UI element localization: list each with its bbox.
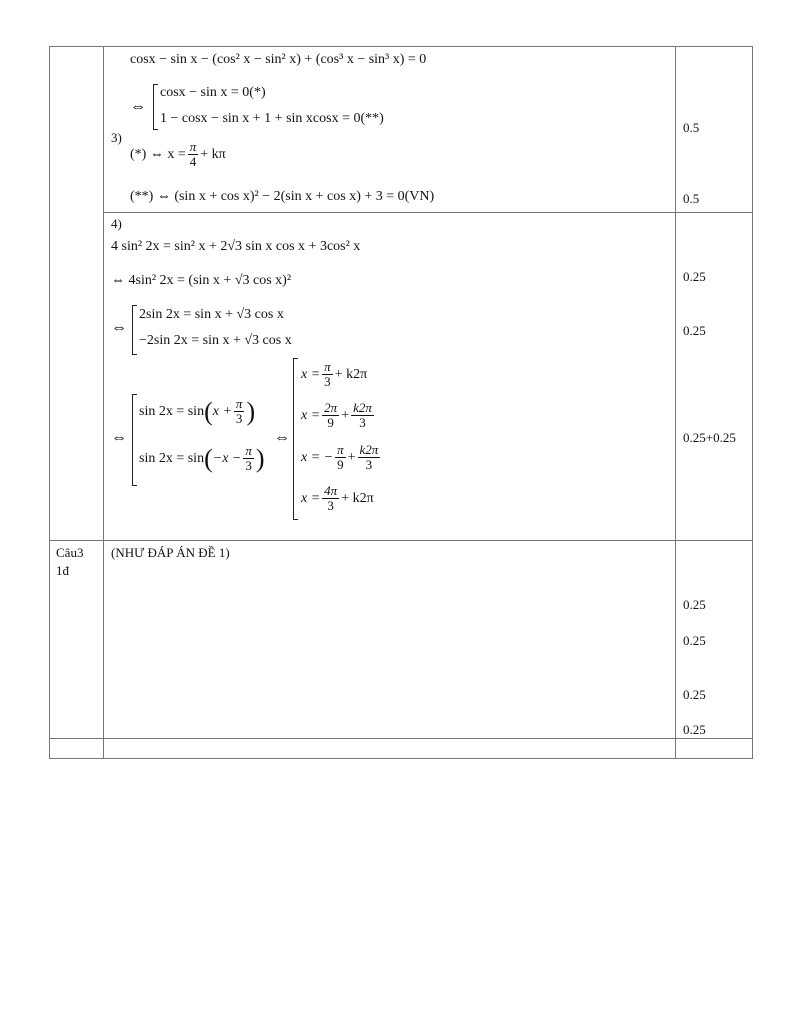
part4-solution-2 [301,401,376,430]
part4-sol2-kfrac-den: 3 [359,415,366,430]
part4-solution-4 [301,484,374,513]
part4-sol3-frac-den: 9 [337,457,344,472]
part4-solution-1 [301,360,367,389]
table-border-top [49,46,753,47]
table-row-divider-2 [49,540,753,541]
part4-sol3-frac-num: π [337,442,344,457]
part4-sol4-frac-den: 3 [327,498,334,513]
part4-sol3-kfrac-num: k2π [359,442,379,457]
part4-sol4-xeq: x = [301,490,321,506]
right-paren-icon: ) [246,396,256,426]
part4-sol2-fraction [322,401,339,430]
part4-sys-b1-frac-num: π [235,396,243,411]
part3-star-prefix: (*) ⇔ x = [130,146,186,162]
table-border-bottom [49,758,753,759]
part4-iff-3: ⇔ [274,429,290,446]
part3-doublestar-equation: (**) ⇔ (sin x + cos x)² − 2(sin x + cos x) + 3 = 0(VN) [130,189,435,204]
right-paren-icon: ) [255,443,265,473]
cau3-content: (NHƯ ĐÁP ÁN ĐỀ 1) [111,545,230,560]
cau3-score-2: 0.25 [683,633,706,648]
part4-solution-3 [301,443,382,472]
part4-iff-2: ⇔ [111,429,127,446]
part4-sys-b2-arg: −x − [212,450,242,466]
part4-sol2-kfraction [351,401,374,430]
part4-sys-b1-fraction [234,397,245,426]
part4-sys-b2-prefix: sin 2x = sin [139,450,205,466]
cau3-label-line-1: Câu3 [56,545,84,560]
cau3-score-1: 0.25 [683,597,706,612]
part4-sol4-fraction [322,484,339,513]
table-col-divider-1 [103,46,104,759]
part4-sys-b1-arg: x + [212,403,232,419]
part4-sol3-fraction [335,443,346,472]
left-paren-icon: ( [204,443,213,473]
part4-sys-b2-frac-den: 3 [245,458,252,473]
part4-sol1-frac-den: 3 [324,374,331,389]
cau3-score-3: 0.25 [683,687,706,702]
part4-sol1-fraction [322,360,333,389]
part4-system-a-line-2: −2sin 2x = sin x + √3 cos x [139,333,292,348]
table-row-divider-1 [103,212,753,213]
part4-iff-1: ⇔ [111,319,127,336]
part4-sol3-kfrac-den: 3 [365,457,373,472]
part4-sol3-kfraction [358,443,381,472]
part4-sys-b1-prefix: sin 2x = sin [139,403,205,419]
part4-solution-bracket [293,358,298,520]
part4-sol2-plus: + [341,407,350,423]
part3-system-line-1: cosx − sin x = 0(*) [160,85,266,100]
part4-score-3: 0.25+0.25 [683,430,736,445]
part4-sol1-xeq: x = [301,366,321,382]
part4-label: 4) [111,216,122,231]
cau3-label-line-2: 1đ [56,563,69,578]
part3-score-1: 0.5 [683,120,700,135]
part3-system-bracket [153,84,158,130]
left-paren-icon: ( [204,396,213,426]
part4-sol2-frac-num: 2π [324,400,338,415]
part4-equation-2: ⇔ 4sin² 2x = (sin x + √3 cos x)² [111,273,292,288]
part4-sol4-suffix: + k2π [341,490,374,506]
table-col-divider-2 [675,46,676,759]
part4-sys-b2-fraction [243,444,254,473]
part3-system-line-2: 1 − cosx − sin x + 1 + sin xcosx = 0(**) [160,111,384,126]
part4-system-b-line-1 [139,397,255,426]
table-border-left [49,46,50,759]
part3-star-fraction [188,140,199,169]
part4-sol2-frac-den: 9 [327,415,334,430]
part4-sol3-plus: + [347,449,356,465]
part4-sol2-kfrac-num: k2π [353,400,372,415]
table-border-right [752,46,753,759]
part3-label: 3) [111,130,122,145]
part4-score-2: 0.25 [683,323,706,338]
part3-star-suffix: + kπ [200,146,226,162]
part3-main-equation: cosx − sin x − (cos² x − sin² x) + (cos³ x − sin³ x) = 0 [130,52,427,67]
part4-system-a-line-1: 2sin 2x = sin x + √3 cos x [139,307,284,322]
part3-star-frac-den: 4 [189,154,197,169]
part3-star-frac-num: π [189,139,197,154]
part4-sol1-suffix: + k2π [334,366,368,382]
part4-system-b-bracket [132,394,137,486]
part4-sol3-xeq: x = − [301,449,334,465]
part4-equation-1: 4 sin² 2x = sin² x + 2√3 sin x cos x + 3cos² x [111,239,361,254]
part3-score-2: 0.5 [683,191,700,206]
part4-sol4-frac-num: 4π [324,483,338,498]
part4-sol1-frac-num: π [324,359,331,374]
cau3-score-4: 0.25 [683,722,706,737]
part3-star-solution [130,140,226,169]
part4-sys-b1-frac-den: 3 [235,411,243,426]
part4-sol2-xeq: x = [301,407,321,423]
part4-system-a-bracket [132,305,137,355]
part4-system-b-line-2 [139,444,265,473]
part4-score-1: 0.25 [683,269,706,284]
part3-iff-symbol: ⇔ [130,98,146,115]
part4-sys-b2-frac-num: π [245,443,252,458]
table-row-divider-3 [49,738,753,739]
